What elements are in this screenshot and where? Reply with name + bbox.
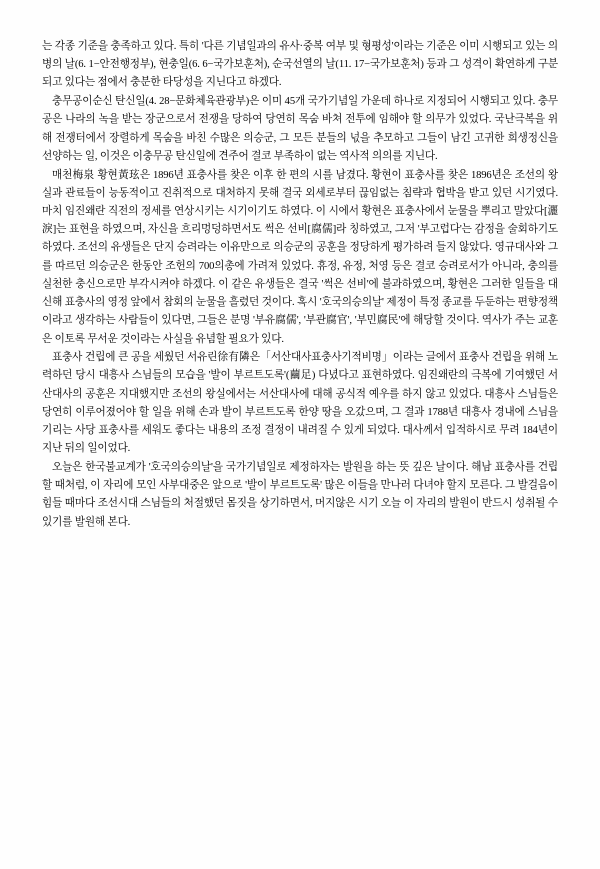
paragraph: 충무공이순신 탄신일(4. 28−문화체육관광부)은 이미 45개 국가기념일 가운데 하나로 지정되어 시행되고 있다. 충무공은 나라의 녹을 받는 장군으로서 전쟁을 당하여 당연히 목숨 바쳐 전투에 임해야 할 의무가 있었다. 국난극복을 위해 전쟁터에서 장렬하게 목숨을 바친 수많은 의승군, 그 모든 분들의 넋을 추모하고 그들이 남긴 고귀한 희생정신을 선양하는 일, 이것은 이충무공 탄신일에 견주어 결코 부족하이 없는 역사적 의의를 지닌다. — [42, 96, 558, 162]
paragraph: 오늘은 한국불교계가 '호국의승의날'을 국가기념일로 제정하자는 발원을 하는 뜻 깊은 날이다. 해남 표충사를 건립할 때처럼, 이 자리에 모인 사부대중은 앞으로 '발이 부르트도록' 많은 이들을 만나러 다녀야 할지 모른다. 그 발걸음이 힘들 때마다 조선시대 스님들의 처절했던 몸짓을 상기하면서, 머지않은 시기 오늘 이 자리의 발원이 반드시 성취될 수 있기를 발원해 본다. — [42, 462, 558, 528]
paragraph: 표충사 건립에 큰 공을 세웠던 서유린徐有隣은「서산대사표충사기적비명」이라는 글에서 표충사 건립을 위해 노력하던 당시 대흥사 스님들의 모습을 '발이 부르트도록'(繭足) 다녔다고 표현하였다. 임진왜란의 극복에 기여했던 서산대사의 공훈은 지대했지만 조선의 왕실에서는 서산대사에 대해 공식적 예우를 하지 않고 있었다. 대흥사 스님들은 당연히 이루어졌어야 할 일을 위해 손과 발이 부르트도록 한양 땅을 오갔으며, 그 결과 1788년 대흥사 경내에 스님을 기리는 사당 표충사를 세워도 좋다는 내용의 조정 결정이 내려질 수 있게 되었다. 대사께서 입적하시로 무려 184년이 지난 뒤의 일이었다. — [42, 352, 558, 455]
paragraph: 매천梅泉 황현黃玹은 1896년 표충사를 찾은 이후 한 편의 시를 남겼다. 황현이 표충사를 찾은 1896년은 조선의 왕실과 관료들이 능동적이고 진취적으로 대처하지 못해 결국 외세로부터 끊임없는 침략과 협박을 받고 있던 시기였다. 마치 임진왜란 직전의 정세를 연상시키는 시기이기도 하였다. 이 시에서 황현은 표충사에서 눈물을 뿌리고 말았다[灑淚]는 표현을 하였으며, 자신을 흐리멍덩하면서도 썩은 선비[腐儒]라 칭하였고, 그저 '부고럽다'는 감정을 술회하기도 하였다. 조선의 유생들은 단지 승려라는 이유만으로 의승군의 공훈을 정당하게 평가하려 들지 않았다. 영규대사와 그를 따르던 의승군은 한동안 조헌의 700의총에 가려져 있었다. 휴정, 유정, 처영 등은 결코 승려로서가 아니라, 충의를 실천한 충신으로만 부각시켜야 하겠다. 이 같은 유생들은 결국 '썩은 선비'에 불과하였으며, 황현은 그러한 일들을 대신해 표충사의 영정 앞에서 참회의 눈물을 흘렸던 것이다. 혹시 '호국의승의날' 제정이 특정 종교를 두둔하는 편향정책이라고 생각하는 사람들이 있다면, 그들은 분명 '부유腐儒', '부관腐官', '부민腐民'에 해당할 것이다. 역사가 주는 교훈은 이토록 무서운 것이라는 사실을 유념할 필요가 있다. — [42, 169, 558, 345]
document-body — [42, 38, 558, 532]
paragraph: 는 각종 기준을 충족하고 있다. 특히 '다른 기념일과의 유사·중복 여부 및 형평성'이라는 기준은 이미 시행되고 있는 의병의 날(6. 1−안전행정부), 현충일(6. 6−국가보훈처), 순국선열의 날(11. 17−국가보훈처) 등과 그 성격이 확연하게 구분되고 있다는 점에서 충분한 타당성을 지닌다고 하겠다. — [42, 41, 558, 89]
